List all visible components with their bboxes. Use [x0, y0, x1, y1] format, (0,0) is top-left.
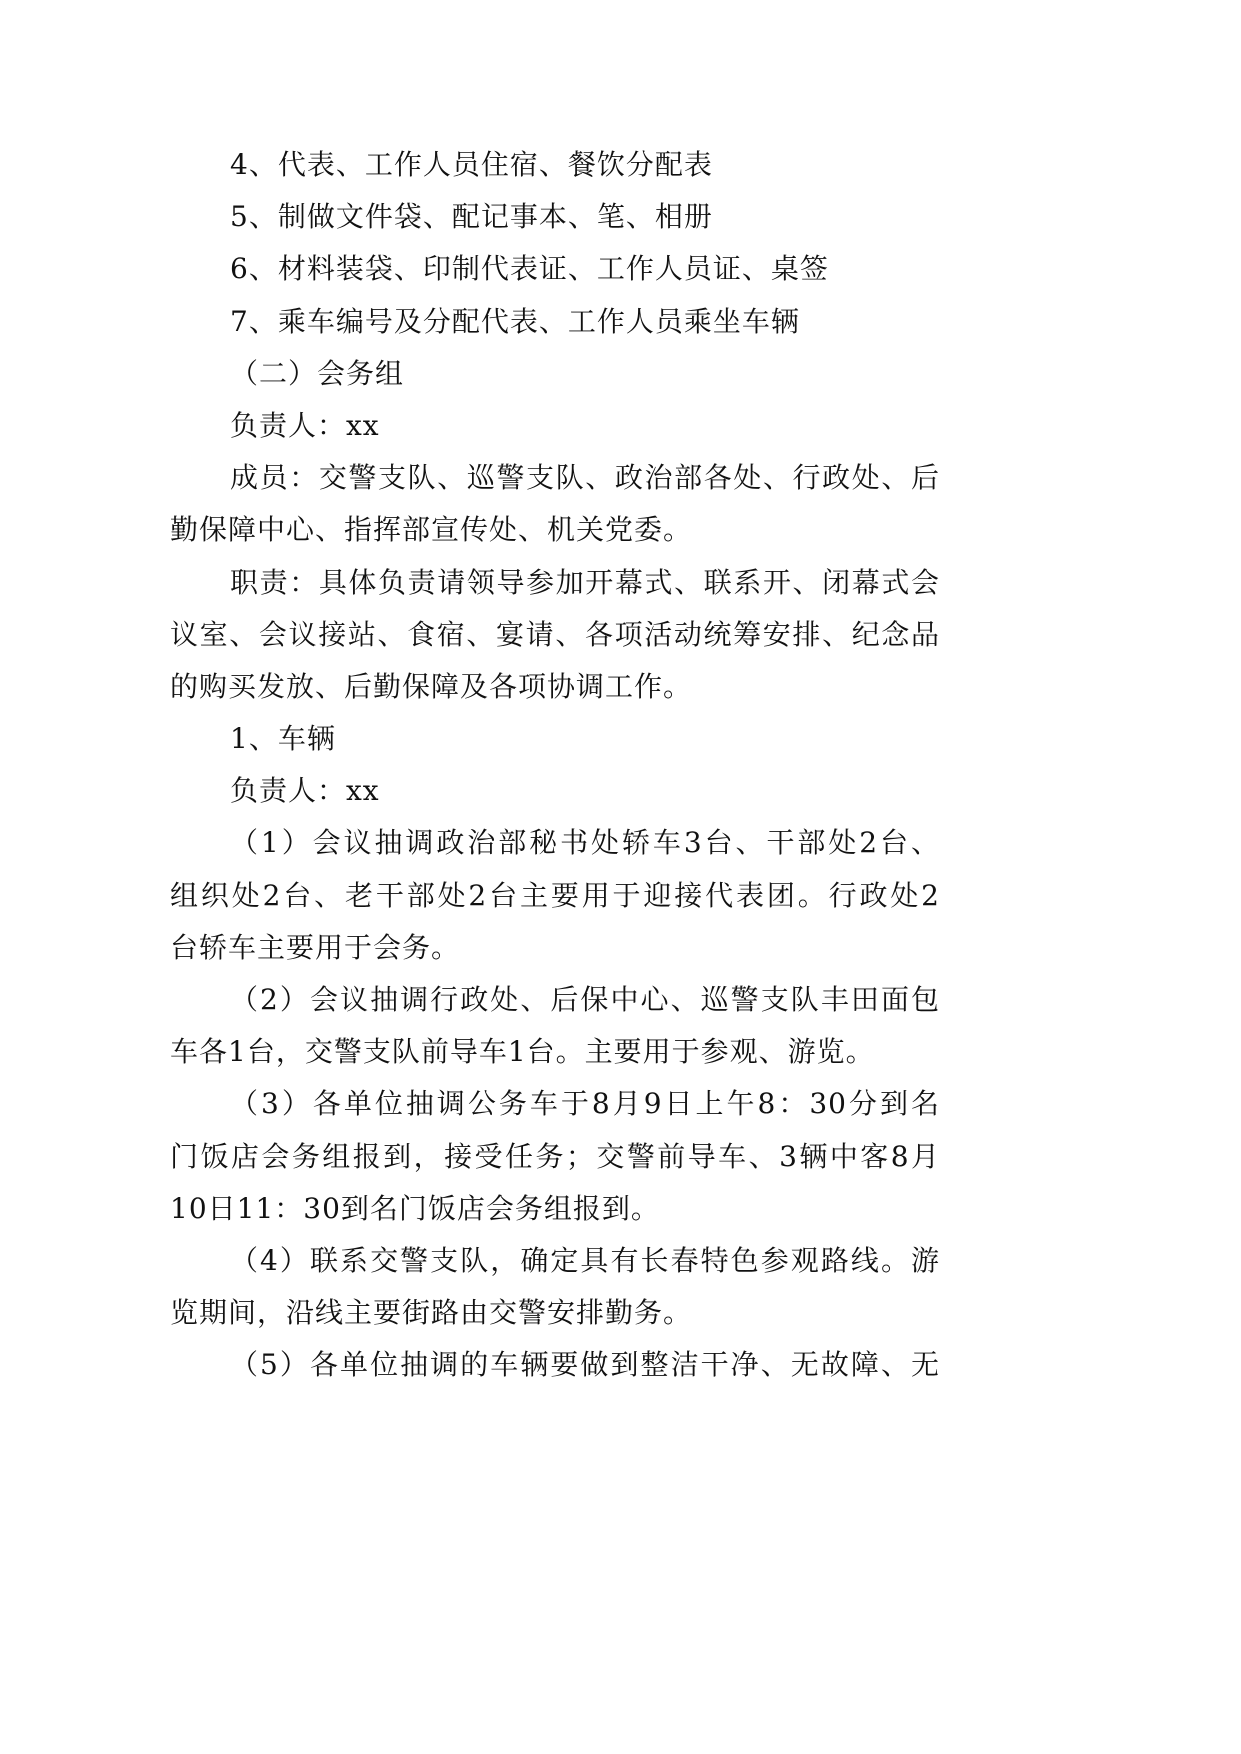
members-paragraph	[170, 452, 940, 556]
paragraph-line: 10日11：30到名门饭店会务组报到。	[170, 1191, 660, 1225]
paragraph-line: 4、代表、工作人员住宿、餐饮分配表	[230, 148, 713, 181]
list-item-5	[170, 191, 940, 243]
paragraph-line: 成员：交警支队、巡警支队、政治部各处、行政处、后	[230, 461, 940, 495]
paragraph-line: 6、材料装袋、印制代表证、工作人员证、桌签	[230, 252, 829, 286]
subsection-heading-vehicles	[170, 713, 940, 765]
document-body	[170, 139, 940, 1392]
paragraph-line: 门饭店会务组报到，接受任务；交警前导车、3辆中客8月	[170, 1139, 940, 1173]
paragraph-line: （3）各单位抽调公务车于8月9日上午8：30分到名	[230, 1087, 940, 1121]
paragraph-line: 组织处2台、老干部处2台主要用于迎接代表团。行政处2	[170, 878, 940, 912]
paragraph-line: 5、制做文件袋、配记事本、笔、相册	[230, 200, 713, 234]
vehicle-item-3	[170, 1078, 940, 1235]
paragraph-line: 车各1台，交警支队前导车1台。主要用于参观、游览。	[170, 1035, 875, 1069]
paragraph-line: （2）会议抽调行政处、后保中心、巡警支队丰田面包	[230, 983, 940, 1016]
section-heading	[170, 348, 940, 400]
vehicle-item-4	[170, 1235, 940, 1339]
duties-paragraph	[170, 557, 940, 714]
paragraph-line: 职责：具体负责请领导参加开幕式、联系开、闭幕式会	[230, 565, 940, 599]
paragraph-line: （4）联系交警支队，确定具有长春特色参观路线。游	[230, 1243, 940, 1277]
section-heading-text: （二）会务组	[230, 356, 405, 390]
paragraph-line: （1）会议抽调政治部秘书处轿车3台、干部处2台、	[230, 826, 940, 860]
paragraph-line: 负责人：xx	[230, 408, 380, 442]
paragraph-line: 7、乘车编号及分配代表、工作人员乘坐车辆	[230, 304, 800, 338]
list-item-6	[170, 243, 940, 295]
paragraph-line: 议室、会议接站、食宿、宴请、各项活动统筹安排、纪念品	[170, 617, 940, 651]
paragraph-line: （5）各单位抽调的车辆要做到整洁干净、无故障、无	[230, 1348, 940, 1382]
paragraph-line: 览期间，沿线主要街路由交警安排勤务。	[170, 1296, 693, 1330]
vehicle-item-5	[170, 1339, 940, 1391]
list-item-4	[170, 139, 940, 191]
list-item-7	[170, 296, 940, 348]
responsible-person-vehicles	[170, 765, 940, 817]
paragraph-line: 台轿车主要用于会务。	[170, 930, 461, 964]
vehicle-item-1	[170, 817, 940, 974]
vehicle-item-2	[170, 974, 940, 1078]
paragraph-line: 负责人：xx	[230, 774, 380, 808]
paragraph-line: 的购买发放、后勤保障及各项协调工作。	[170, 669, 693, 703]
paragraph-line: 勤保障中心、指挥部宣传处、机关党委。	[170, 513, 693, 547]
subsection-heading-text: 1、车辆	[230, 722, 336, 756]
responsible-person	[170, 400, 940, 452]
